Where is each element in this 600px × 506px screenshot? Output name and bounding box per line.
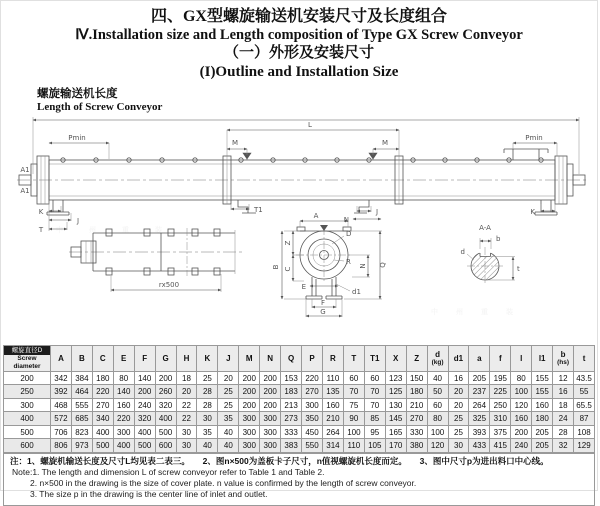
table-cell: 350 <box>302 412 323 426</box>
dim-label-m-right: M <box>381 138 389 147</box>
table-cell: 160 <box>322 398 343 412</box>
header-label: l1 <box>538 353 546 363</box>
header-label: Q <box>287 353 295 363</box>
left-leg <box>47 200 69 215</box>
table-cell: 123 <box>385 371 406 385</box>
end-top-view <box>69 228 245 292</box>
table-cell: 468 <box>51 398 72 412</box>
table-cell: 60 <box>364 371 385 385</box>
table-cell: 260 <box>155 385 176 399</box>
table-header-cell <box>448 345 469 371</box>
title-en-sub: (I)Outline and Installation Size <box>199 63 399 80</box>
table-cell: 28 <box>197 398 218 412</box>
table-cell: 500 <box>92 439 113 453</box>
spec-table <box>3 345 595 453</box>
table-header-cell <box>511 345 532 371</box>
table-cell: 264 <box>469 398 490 412</box>
table-cell: 30 <box>176 425 197 439</box>
table-cell: 43.5 <box>574 371 595 385</box>
table-cell: 180 <box>532 412 553 426</box>
table-header-cell <box>343 345 364 371</box>
header-label: K <box>204 353 211 363</box>
dim-label-cs-d: D <box>346 229 352 238</box>
dim-label-cs-b: B <box>272 264 280 270</box>
table-cell: 380 <box>406 439 427 453</box>
table-header-cell <box>302 345 323 371</box>
table-cell: 500 <box>134 439 155 453</box>
header-label: X <box>393 353 399 363</box>
table-cell: 160 <box>511 412 532 426</box>
notes-box <box>3 453 595 506</box>
dim-label-cs-g: G <box>320 307 326 316</box>
table-cell: 100 <box>343 425 364 439</box>
table-row <box>4 412 595 426</box>
section-label-en: Length of Screw Conveyor <box>37 100 163 113</box>
table-cell: 270 <box>302 385 323 399</box>
dim-label-pmin-right: Pmin <box>525 133 543 142</box>
table-header-cell <box>385 345 406 371</box>
table-cell: 823 <box>71 425 92 439</box>
table-cell: 320 <box>134 412 155 426</box>
table-header-cell <box>427 345 448 371</box>
dim-label-t-left: T <box>38 225 44 234</box>
table-cell: 75 <box>343 398 364 412</box>
table-header-cell <box>406 345 427 371</box>
right-leg <box>535 200 557 215</box>
dim-label-n-mid: N <box>343 215 349 224</box>
note-en-2: 2. n×500 in the drawing is the size of cover plate. n value is confirmed by the length of screw conveyor. <box>30 478 417 489</box>
table-cell: 300 <box>260 439 281 453</box>
dim-label-cs-n: N <box>359 263 367 269</box>
table-cell: 333 <box>281 425 302 439</box>
table-cell: 32 <box>553 439 574 453</box>
table-header-cell <box>71 345 92 371</box>
table-header-cell <box>92 345 113 371</box>
header-label: B <box>78 353 85 363</box>
table-cell: 155 <box>532 385 553 399</box>
table-cell: 213 <box>281 398 302 412</box>
table-cell: 60 <box>427 398 448 412</box>
header-diameter-en: Screw <box>17 355 37 363</box>
aa-section-view <box>461 224 520 284</box>
table-cell: 400 <box>92 425 113 439</box>
table-cell: 20 <box>176 385 197 399</box>
table-cell: 205 <box>532 439 553 453</box>
header-diameter-en: diameter <box>13 362 41 370</box>
table-cell: 25 <box>197 371 218 385</box>
table-row <box>4 398 595 412</box>
header-label: M <box>245 353 253 363</box>
table-cell: 325 <box>469 412 490 426</box>
table-header-cell <box>113 345 134 371</box>
main-side-view <box>17 117 589 234</box>
table-cell: 433 <box>469 439 490 453</box>
table-header-cell <box>51 345 72 371</box>
table-cell: 105 <box>364 439 385 453</box>
table-cell: 130 <box>385 398 406 412</box>
technical-drawing <box>1 114 600 342</box>
header-label: t <box>582 353 586 363</box>
table-cell: 100 <box>511 385 532 399</box>
table-cell: 300 <box>260 425 281 439</box>
table-cell: 500 <box>155 425 176 439</box>
table-cell: 160 <box>532 398 553 412</box>
watermark-text: 中州重装 <box>56 225 188 234</box>
table-cell: 18 <box>553 398 574 412</box>
table-cell: 110 <box>343 439 364 453</box>
table-cell: 200 <box>260 385 281 399</box>
table-cell: 25 <box>218 385 239 399</box>
header-label: d1 <box>453 353 464 363</box>
header-label: a <box>477 353 482 363</box>
table-cell: 22 <box>176 398 197 412</box>
table-cell: 220 <box>92 385 113 399</box>
table-cell: 80 <box>511 371 532 385</box>
table-cell: 200 <box>134 385 155 399</box>
table-cell: 135 <box>322 385 343 399</box>
section-label-zh: 螺旋输送机长度 <box>37 85 118 100</box>
dim-label-pmin-left: Pmin <box>68 133 86 142</box>
table-cell: 150 <box>406 371 427 385</box>
table-cell: 220 <box>302 371 323 385</box>
table-cell: 210 <box>406 398 427 412</box>
table-row <box>4 439 595 453</box>
table-cell: 80 <box>427 412 448 426</box>
table-cell: 342 <box>51 371 72 385</box>
table-cell: 600 <box>155 439 176 453</box>
table-cell: 165 <box>385 425 406 439</box>
header-label: N <box>267 353 274 363</box>
table-cell: 314 <box>322 439 343 453</box>
table-cell: 80 <box>113 371 134 385</box>
table-cell: 225 <box>490 385 511 399</box>
table-cell: 28 <box>197 385 218 399</box>
table-cell: 300 <box>239 439 260 453</box>
table-header-cell <box>155 345 176 371</box>
table-cell: 85 <box>364 412 385 426</box>
table-cell: 153 <box>281 371 302 385</box>
dim-label-cs-z: Z <box>284 240 292 246</box>
table-cell: 400 <box>134 425 155 439</box>
table-cell: 40 <box>197 439 218 453</box>
dim-label-cs-q: Q <box>379 262 387 268</box>
dim-label-cs-e: E <box>301 282 306 291</box>
table-cell: 240 <box>134 398 155 412</box>
table-cell: 195 <box>490 371 511 385</box>
table-cell: 16 <box>448 371 469 385</box>
header-label: T <box>351 353 357 363</box>
table-cell: 240 <box>511 439 532 453</box>
table-cell: 706 <box>51 425 72 439</box>
dim-label-a1-bot: A1 <box>20 186 30 195</box>
table-cell: 60 <box>343 371 364 385</box>
table-cell: 450 <box>302 425 323 439</box>
table-cell: 464 <box>71 385 92 399</box>
header-label: b <box>560 350 566 360</box>
table-header-cell <box>176 345 197 371</box>
title-zh-sub: （一）外形及安装尺寸 <box>223 45 374 62</box>
header-label: T1 <box>370 353 380 363</box>
diameter-cell: 400 <box>4 412 51 426</box>
table-cell: 25 <box>218 398 239 412</box>
table-cell: 108 <box>574 425 595 439</box>
note-en-3: 3. The size p in the drawing is the center line of inlet and outlet. <box>30 489 268 500</box>
table-cell: 384 <box>71 371 92 385</box>
watermark-text-2: 中州重装 <box>431 307 531 316</box>
table-cell: 70 <box>364 385 385 399</box>
table-header-cell <box>364 345 385 371</box>
dim-label-cs-a: A <box>313 211 319 220</box>
table-cell: 555 <box>71 398 92 412</box>
table-cell: 12 <box>553 371 574 385</box>
table-cell: 237 <box>469 385 490 399</box>
table-cell: 40 <box>218 425 239 439</box>
dim-label-cs-f: F <box>320 298 326 307</box>
table-header-cell <box>197 345 218 371</box>
table-cell: 16 <box>553 385 574 399</box>
table-cell: 140 <box>113 385 134 399</box>
table-cell: 220 <box>113 412 134 426</box>
table-cell: 200 <box>155 371 176 385</box>
table-cell: 200 <box>239 398 260 412</box>
dim-label-t1: T1 <box>254 205 263 214</box>
table-cell: 28 <box>553 425 574 439</box>
table-cell: 270 <box>92 398 113 412</box>
table-cell: 22 <box>176 412 197 426</box>
table-cell: 170 <box>385 439 406 453</box>
table-cell: 140 <box>134 371 155 385</box>
table-cell: 320 <box>155 398 176 412</box>
header-label: Z <box>414 353 420 363</box>
table-cell: 400 <box>113 439 134 453</box>
table-cell: 200 <box>511 425 532 439</box>
table-header-cell <box>281 345 302 371</box>
table-header-cell <box>260 345 281 371</box>
diameter-cell: 600 <box>4 439 51 453</box>
table-cell: 24 <box>553 412 574 426</box>
table-cell: 40 <box>218 439 239 453</box>
header-label: G <box>162 353 169 363</box>
table-cell: 273 <box>281 412 302 426</box>
header-label: f <box>498 353 502 363</box>
table-cell: 685 <box>71 412 92 426</box>
table-cell: 330 <box>406 425 427 439</box>
table-cell: 120 <box>427 439 448 453</box>
header-diameter-zh: 螺旋直径D <box>4 346 50 355</box>
table-cell: 200 <box>239 385 260 399</box>
table-header-cell <box>490 345 511 371</box>
table-cell: 250 <box>490 398 511 412</box>
dim-label-cs-c: C <box>284 266 292 272</box>
table-cell: 145 <box>385 412 406 426</box>
dim-label-cs-d1: d1 <box>352 287 361 296</box>
table-cell: 55 <box>574 385 595 399</box>
table-cell: 383 <box>281 439 302 453</box>
table-cell: 550 <box>302 439 323 453</box>
note-zh: 注：1、螺旋机输送长度及尺寸L均见表二表三。 2、图n×500为盖板卡子尺寸，n值视螺旋机长度而定。 3、图中尺寸p为进出料口中心线。 <box>10 455 549 466</box>
diameter-cell: 300 <box>4 398 51 412</box>
section-title-aa: A-A <box>479 223 491 232</box>
table-cell: 340 <box>92 412 113 426</box>
table-cell: 400 <box>155 412 176 426</box>
table-header-cell <box>469 345 490 371</box>
table-cell: 155 <box>532 371 553 385</box>
table-header-row <box>4 345 595 371</box>
table-cell: 393 <box>469 425 490 439</box>
dim-label-aa-t: t <box>517 264 520 273</box>
header-label: l <box>520 353 523 363</box>
diameter-cell: 500 <box>4 425 51 439</box>
header-label: A <box>58 353 64 363</box>
table-cell: 200 <box>260 398 281 412</box>
dim-label-aa-d: d <box>460 247 465 256</box>
table-cell: 65.5 <box>574 398 595 412</box>
header-label: C <box>99 353 106 363</box>
table-cell: 129 <box>574 439 595 453</box>
table-header-cell <box>134 345 155 371</box>
table-cell: 70 <box>364 398 385 412</box>
table-cell: 183 <box>281 385 302 399</box>
title-en-main: Ⅳ.Installation size and Length composition of Type GX Screw Conveyor <box>75 26 523 43</box>
table-row <box>4 425 595 439</box>
table-cell: 30 <box>176 439 197 453</box>
section-funnel-icon <box>320 225 328 231</box>
table-cell: 35 <box>197 425 218 439</box>
table-cell: 210 <box>322 412 343 426</box>
table-cell: 300 <box>302 398 323 412</box>
table-cell: 20 <box>448 398 469 412</box>
table-cell: 310 <box>490 412 511 426</box>
dim-label-j-left: J <box>77 216 80 225</box>
diameter-cell: 200 <box>4 371 51 385</box>
table-header-cell <box>239 345 260 371</box>
header-label: H <box>183 353 190 363</box>
dim-label-L: L <box>308 120 312 129</box>
dim-label-rx500: rx500 <box>158 280 180 289</box>
table-cell: 300 <box>239 425 260 439</box>
table-row <box>4 371 595 385</box>
table-header-diameter <box>4 345 51 371</box>
table-cell: 35 <box>218 412 239 426</box>
table-cell: 120 <box>511 398 532 412</box>
dim-label-k-left: K <box>38 207 44 216</box>
dim-label-m-left: M <box>231 138 239 147</box>
table-cell: 973 <box>71 439 92 453</box>
table-cell: 18 <box>176 371 197 385</box>
diameter-cell: 250 <box>4 385 51 399</box>
table-cell: 95 <box>364 425 385 439</box>
table-header-cell <box>574 345 595 371</box>
table-cell: 100 <box>427 425 448 439</box>
header-sub-label: (hs) <box>557 359 570 367</box>
table-cell: 25 <box>448 412 469 426</box>
title-block <box>1 7 597 81</box>
table-header-cell <box>553 345 574 371</box>
table-cell: 70 <box>343 385 364 399</box>
header-label: P <box>309 353 315 363</box>
header-label: d <box>435 350 440 360</box>
header-label: E <box>121 353 127 363</box>
dim-label-j-mid: J <box>376 207 379 216</box>
table-cell: 110 <box>322 371 343 385</box>
table-cell: 300 <box>260 412 281 426</box>
table-cell: 205 <box>532 425 553 439</box>
table-cell: 30 <box>448 439 469 453</box>
header-sub-label: (kg) <box>431 359 444 367</box>
dim-label-a1-top: A1 <box>20 165 30 174</box>
table-header-cell <box>322 345 343 371</box>
dim-label-k-right: K <box>530 207 535 216</box>
table-cell: 300 <box>113 425 134 439</box>
note-en-1: Note:1. The length and dimension L of screw conveyor refer to Table 1 and Table 2. <box>12 467 325 477</box>
table-cell: 200 <box>260 371 281 385</box>
table-cell: 200 <box>239 371 260 385</box>
table-cell: 180 <box>92 371 113 385</box>
table-cell: 300 <box>239 412 260 426</box>
table-cell: 375 <box>490 425 511 439</box>
table-cell: 180 <box>406 385 427 399</box>
table-cell: 270 <box>406 412 427 426</box>
table-cell: 125 <box>385 385 406 399</box>
table-cell: 415 <box>490 439 511 453</box>
section-label <box>37 87 597 114</box>
table-cell: 392 <box>51 385 72 399</box>
dim-label-aa-b: b <box>496 234 501 243</box>
cross-section-view <box>272 212 387 317</box>
table-cell: 264 <box>322 425 343 439</box>
table-row <box>4 385 595 399</box>
table-cell: 572 <box>51 412 72 426</box>
table-cell: 40 <box>427 371 448 385</box>
table-cell: 50 <box>427 385 448 399</box>
header-label: J <box>226 353 231 363</box>
dim-label-cs-r: R <box>346 257 351 266</box>
table-cell: 205 <box>469 371 490 385</box>
header-label: R <box>330 353 336 363</box>
table-cell: 20 <box>218 371 239 385</box>
table-cell: 87 <box>574 412 595 426</box>
table-cell: 30 <box>197 412 218 426</box>
title-zh-main: 四、GX型螺旋输送机安装尺寸及长度组合 <box>150 8 447 25</box>
table-cell: 806 <box>51 439 72 453</box>
table-cell: 160 <box>113 398 134 412</box>
table-cell: 90 <box>343 412 364 426</box>
table-cell: 20 <box>448 385 469 399</box>
table-header-cell <box>532 345 553 371</box>
table-header-cell <box>218 345 239 371</box>
header-label: F <box>142 353 148 363</box>
table-cell: 25 <box>448 425 469 439</box>
